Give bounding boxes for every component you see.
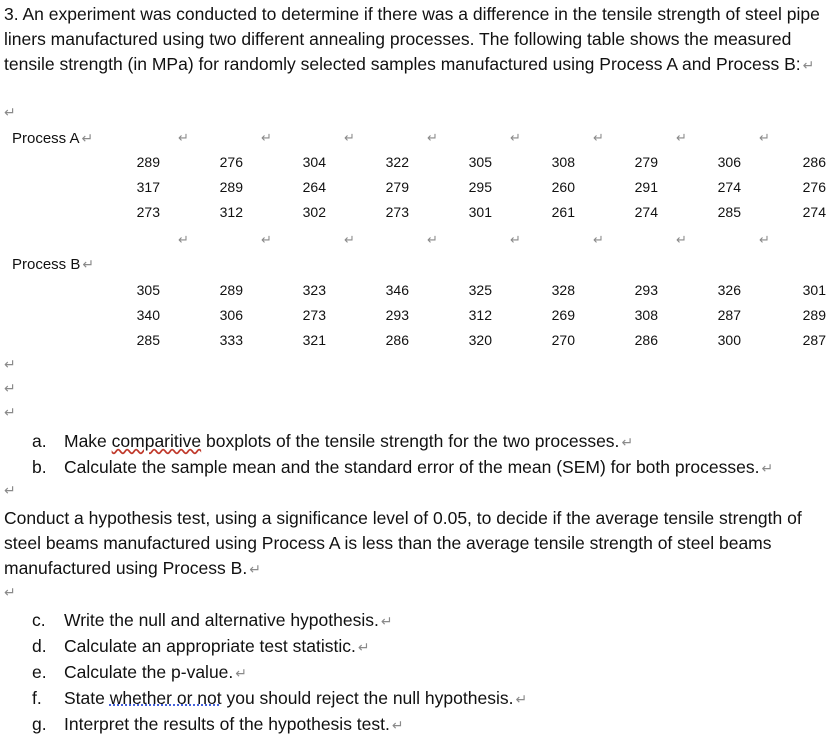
table-cell: 301 [468, 204, 492, 220]
cell-mark-icon: ↵ [344, 232, 355, 247]
task-c: c. Write the null and alternative hypothesis. ↵ [32, 610, 393, 630]
paragraph-mark-icon: ↵ [515, 691, 528, 707]
table-cell: 279 [634, 154, 658, 170]
table-cell: 308 [551, 154, 575, 170]
table-cell: 293 [634, 282, 658, 298]
table-cell: 322 [385, 154, 409, 170]
table-cell: 291 [634, 179, 658, 195]
table-cell: 306 [219, 307, 243, 323]
table-cell: 289 [802, 307, 826, 323]
hypothesis-intro: Conduct a hypothesis test, using a significance level of 0.05, to decide if the average tensile strength of steel beams manufactured using Process A is less than the average tensile strength of steel beams manufactured using Process B. ↵ [4, 508, 802, 578]
table-cell: 321 [302, 332, 326, 348]
table-cell: 286 [634, 332, 658, 348]
table-cell: 302 [302, 204, 326, 220]
paragraph-mark-icon: ↵ [4, 380, 16, 396]
table-cell: 274 [634, 204, 658, 220]
table-cell: 312 [219, 204, 243, 220]
task-d: d. Calculate an appropriate test statistic. ↵ [32, 636, 370, 656]
table-cell: 270 [551, 332, 575, 348]
cell-mark-icon: ↵ [593, 130, 604, 145]
cell-mark-icon: ↵ [261, 130, 272, 145]
cell-mark-icon: ↵ [81, 130, 94, 146]
paragraph-mark-icon: ↵ [4, 404, 16, 420]
task-g: g. Interpret the results of the hypothesis test. ↵ [32, 714, 404, 734]
table-cell: 261 [551, 204, 575, 220]
table-cell: 289 [136, 154, 160, 170]
task-a: a. Make comparitive boxplots of the tensile strength for the two processes. ↵ [32, 431, 634, 451]
cell-mark-icon: ↵ [759, 130, 770, 145]
table-cell: 289 [219, 179, 243, 195]
problem-intro-text: 3. An experiment was conducted to determine if there was a difference in the tensile strength of steel pipe liners manufactured using two different annealing processes. The following table shows the measured tensile strength (in MPa) for randomly selected samples manufactured using Process A and Process B: [4, 4, 820, 74]
table-cell: 269 [551, 307, 575, 323]
table-cell: 320 [468, 332, 492, 348]
grammar-flag[interactable]: whether or not [109, 688, 222, 708]
paragraph-mark-icon: ↵ [249, 561, 261, 577]
cell-mark-icon: ↵ [427, 232, 438, 247]
cell-mark-icon: ↵ [261, 232, 272, 247]
cell-mark-icon: ↵ [676, 130, 687, 145]
table-cell: 305 [468, 154, 492, 170]
table-cell: 295 [468, 179, 492, 195]
table-cell: 289 [219, 282, 243, 298]
table-cell: 260 [551, 179, 575, 195]
paragraph-mark-icon: ↵ [391, 717, 404, 733]
table-cell: 326 [717, 282, 741, 298]
task-e: e. Calculate the p-value. ↵ [32, 662, 248, 682]
table-cell: 333 [219, 332, 243, 348]
task-b: b. Calculate the sample mean and the standard error of the mean (SEM) for both processes. ↵ [32, 457, 774, 477]
task-list-cg [32, 608, 834, 738]
table-cell: 340 [136, 307, 160, 323]
table-cell: 286 [802, 154, 826, 170]
table-cell: 273 [385, 204, 409, 220]
table-cell: 276 [802, 179, 826, 195]
table-cell: 346 [385, 282, 409, 298]
cell-mark-icon: ↵ [759, 232, 770, 247]
table-cell: 306 [717, 154, 741, 170]
paragraph-mark-icon: ↵ [621, 434, 634, 450]
cell-mark-icon: ↵ [676, 232, 687, 247]
paragraph-mark-icon: ↵ [802, 57, 815, 73]
table-cell: 285 [717, 204, 741, 220]
process-a-label: Process A ↵ [12, 130, 94, 147]
table-cell: 285 [136, 332, 160, 348]
table-cell: 300 [717, 332, 741, 348]
cell-mark-icon: ↵ [593, 232, 604, 247]
cell-mark-icon: ↵ [510, 232, 521, 247]
table-cell: 304 [302, 154, 326, 170]
table-cell: 273 [136, 204, 160, 220]
paragraph-mark-icon: ↵ [4, 356, 16, 372]
problem-intro [4, 2, 830, 78]
table-cell: 328 [551, 282, 575, 298]
paragraph-mark-icon: ↵ [761, 460, 774, 476]
cell-mark-icon: ↵ [82, 256, 95, 272]
table-cell: 308 [634, 307, 658, 323]
table-cell: 264 [302, 179, 326, 195]
table-cell: 287 [802, 332, 826, 348]
table-cell: 279 [385, 179, 409, 195]
cell-mark-icon: ↵ [344, 130, 355, 145]
table-cell: 287 [717, 307, 741, 323]
paragraph-mark-icon: ↵ [4, 482, 16, 498]
spelling-flag[interactable]: comparitive [111, 431, 202, 451]
task-list-ab [32, 429, 834, 481]
table-cell: 274 [717, 179, 741, 195]
table-cell: 301 [802, 282, 826, 298]
cell-mark-icon: ↵ [510, 130, 521, 145]
table-cell: 274 [802, 204, 826, 220]
table-cell: 305 [136, 282, 160, 298]
table-cell: 293 [385, 307, 409, 323]
process-b-label: Process B ↵ [12, 256, 95, 273]
paragraph-mark-icon: ↵ [357, 639, 370, 655]
table-cell: 317 [136, 179, 160, 195]
table-cell: 312 [468, 307, 492, 323]
cell-mark-icon: ↵ [178, 130, 189, 145]
table-cell: 273 [302, 307, 326, 323]
cell-mark-icon: ↵ [178, 232, 189, 247]
paragraph-mark-icon: ↵ [235, 665, 248, 681]
paragraph-mark-icon: ↵ [380, 613, 393, 629]
table-cell: 325 [468, 282, 492, 298]
cell-mark-icon: ↵ [427, 130, 438, 145]
table-cell: 276 [219, 154, 243, 170]
table-cell: 286 [385, 332, 409, 348]
paragraph-mark-icon: ↵ [4, 104, 16, 120]
task-f: f. State whether or not you should reject the null hypothesis. ↵ [32, 688, 528, 708]
paragraph-mark-icon: ↵ [4, 584, 16, 600]
table-cell: 323 [302, 282, 326, 298]
